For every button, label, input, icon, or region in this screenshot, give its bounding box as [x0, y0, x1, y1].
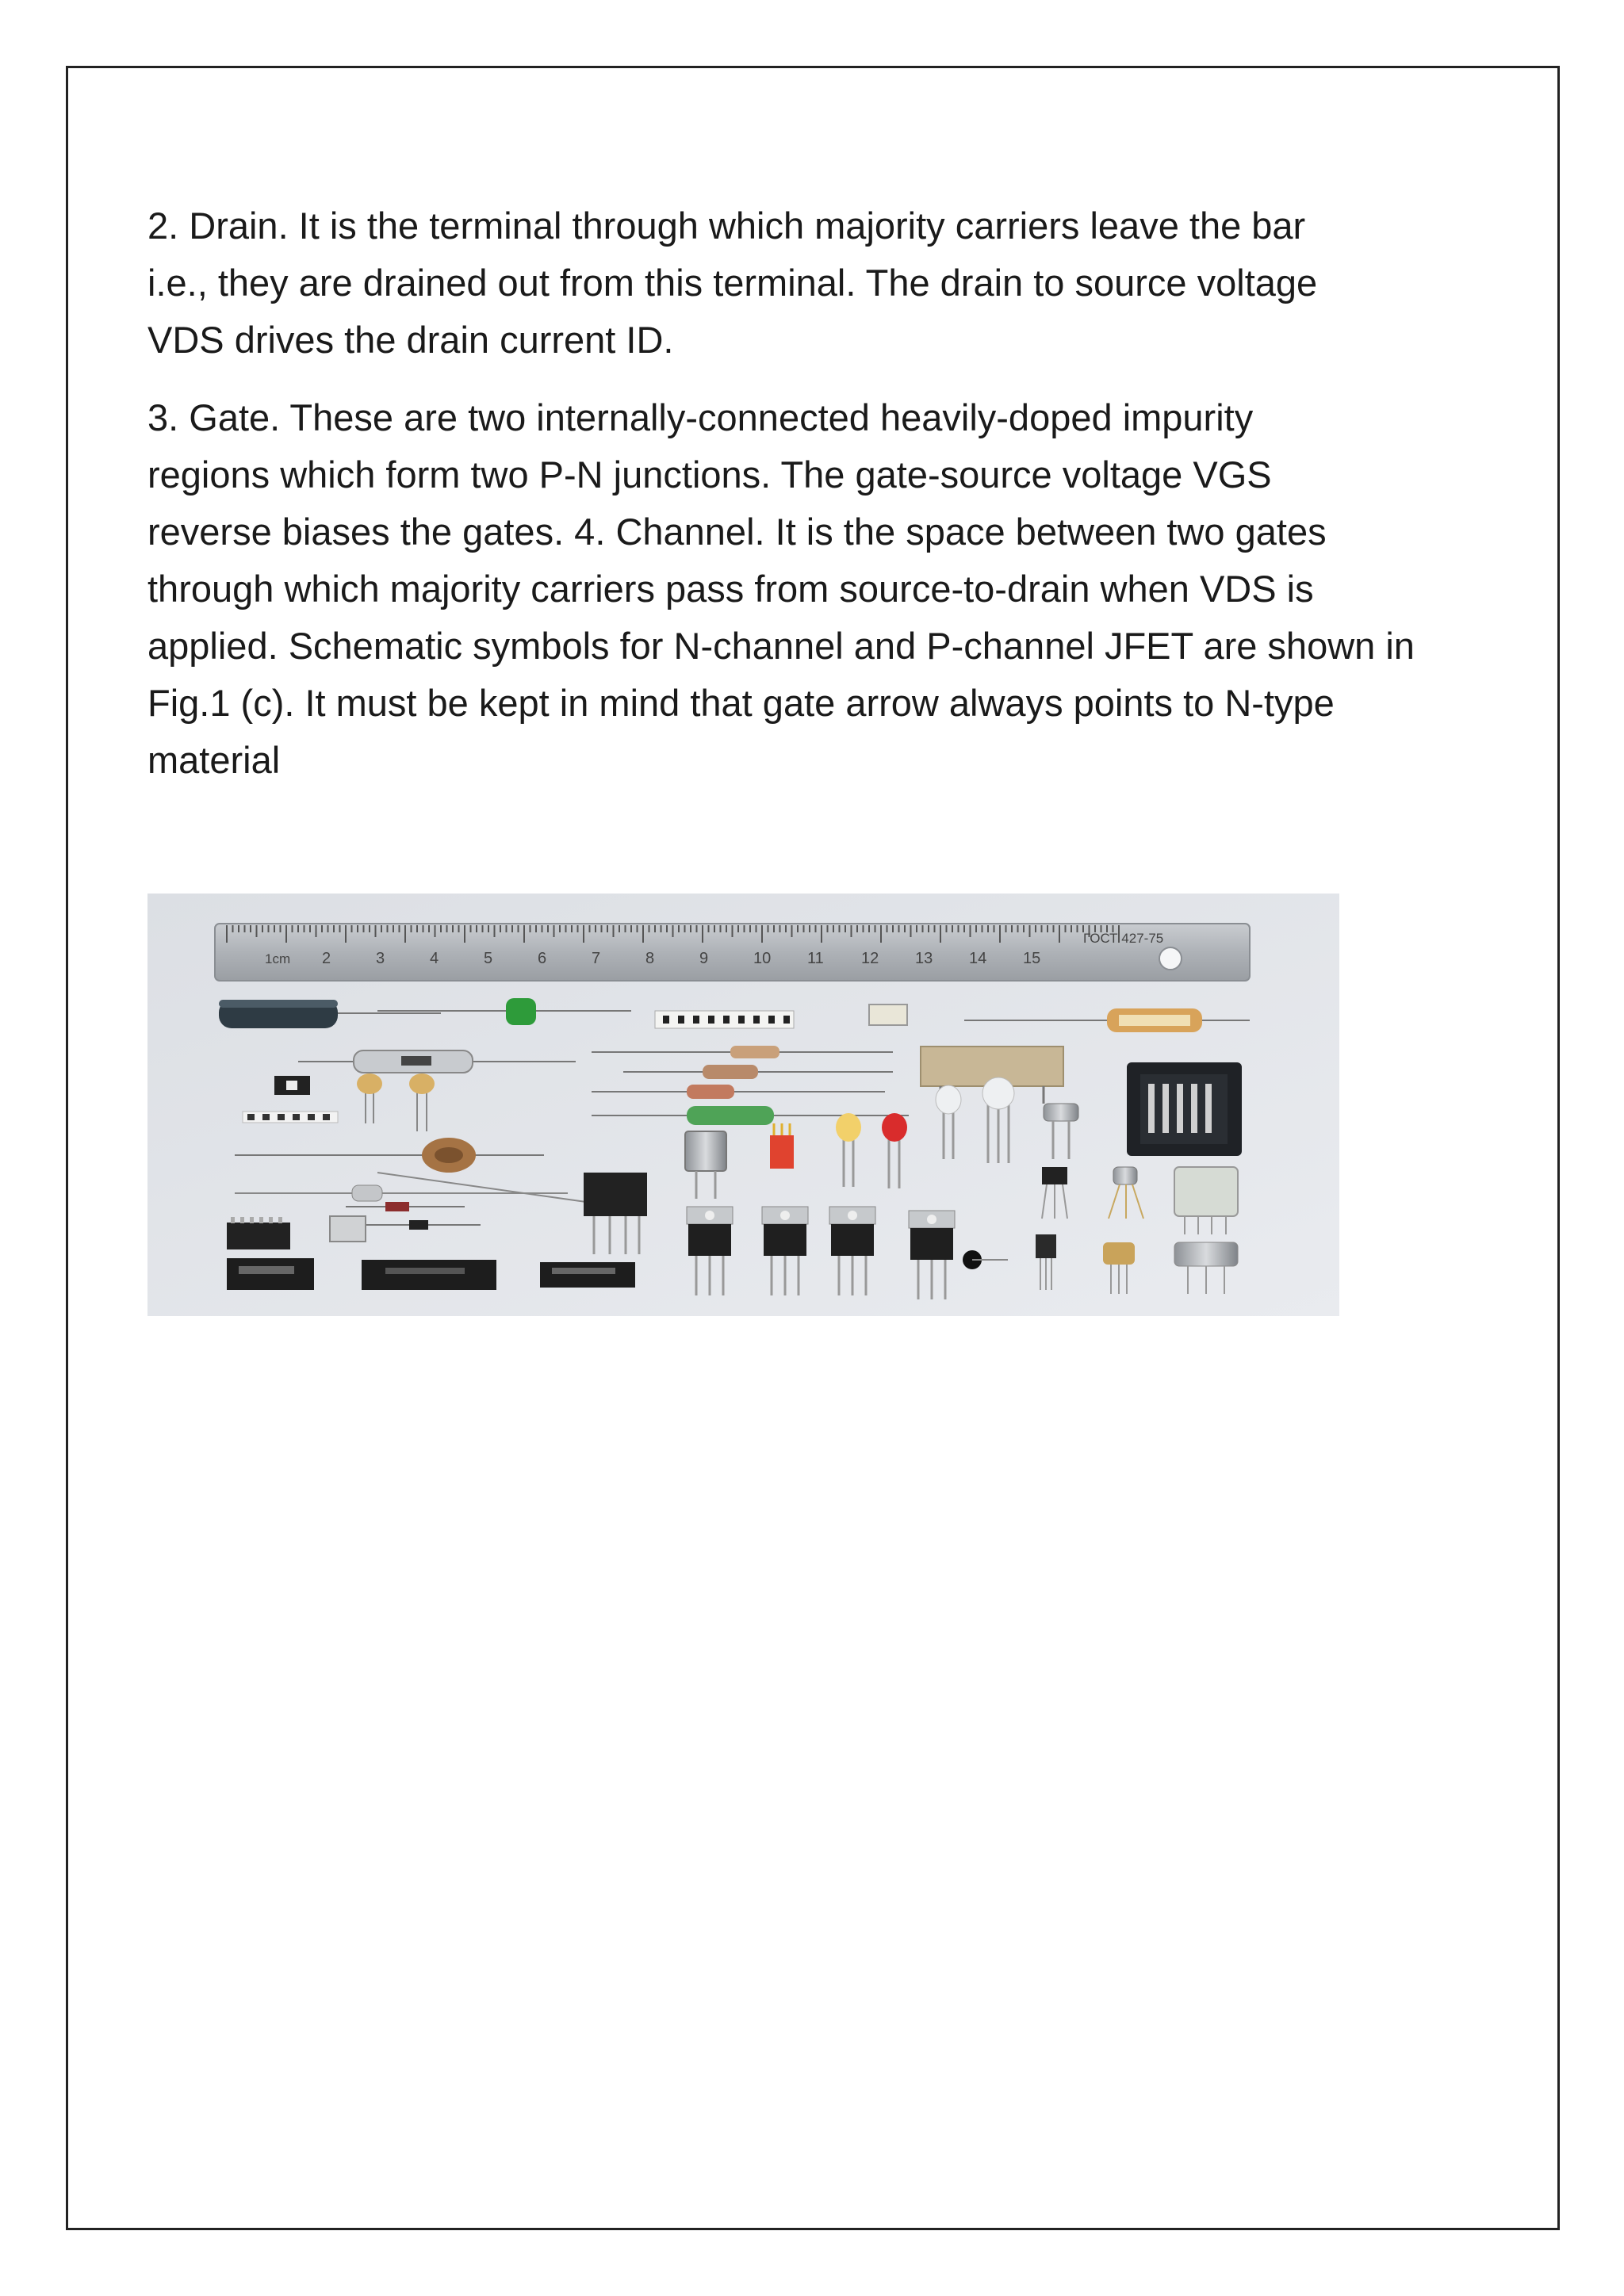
ruler-number: 10 — [753, 950, 772, 967]
electronic-components-photo — [147, 894, 1339, 1316]
ruler-number: 12 — [861, 950, 879, 967]
ruler-number: 2 — [322, 950, 331, 967]
dip-ic-2 — [227, 1258, 314, 1290]
ruler-unit-label: 1cm — [265, 951, 291, 966]
smd-resistor-strip — [243, 1112, 338, 1123]
ruler-number: 5 — [484, 950, 493, 967]
led-clear-2 — [982, 1077, 1014, 1163]
paragraph-drain: 2. Drain. It is the terminal through which majority carriers leave the bar i.e., they are drained out from this terminal. The drain to source voltage VDS drives the drain current ID. — [147, 205, 1318, 361]
ruler-number: 6 — [538, 950, 547, 967]
ruler-number: 4 — [430, 950, 439, 967]
ruler-number: 11 — [807, 950, 824, 967]
ruler-number: 3 — [376, 950, 385, 967]
ruler-number: 9 — [699, 950, 709, 967]
led-bar-red — [770, 1123, 794, 1169]
dip-ic-3 — [362, 1260, 496, 1290]
ruler-number: 7 — [592, 950, 601, 967]
smd-tape — [655, 1011, 794, 1028]
smd-chip — [274, 1076, 310, 1095]
small-capacitor — [869, 1004, 907, 1025]
dip-ic-4 — [540, 1262, 635, 1288]
paragraph-gate-channel: 3. Gate. These are two internally-connected heavily-doped impurity regions which form two P-N junctions. The gate-source voltage VGS reverse biases the gates. 4. Channel. It is the space between two gates through which majority carriers pass from source-to-drain when VDS is applied. Schematic symbols for N-channel and P-channel JFET are shown in Fig.1 (c). It must be kept in mind that gate arrow always points to N-type material — [147, 396, 1415, 781]
crystal-oscillator — [330, 1216, 366, 1242]
ruler-number: 15 — [1023, 950, 1041, 967]
ruler-number: 8 — [645, 950, 655, 967]
relay — [1127, 1062, 1242, 1156]
ruler-standard-mark: ГОСТ 427-75 — [1083, 931, 1164, 946]
ruler — [215, 924, 1250, 981]
ruler-number: 14 — [969, 950, 987, 967]
ruler-number: 13 — [915, 950, 933, 967]
